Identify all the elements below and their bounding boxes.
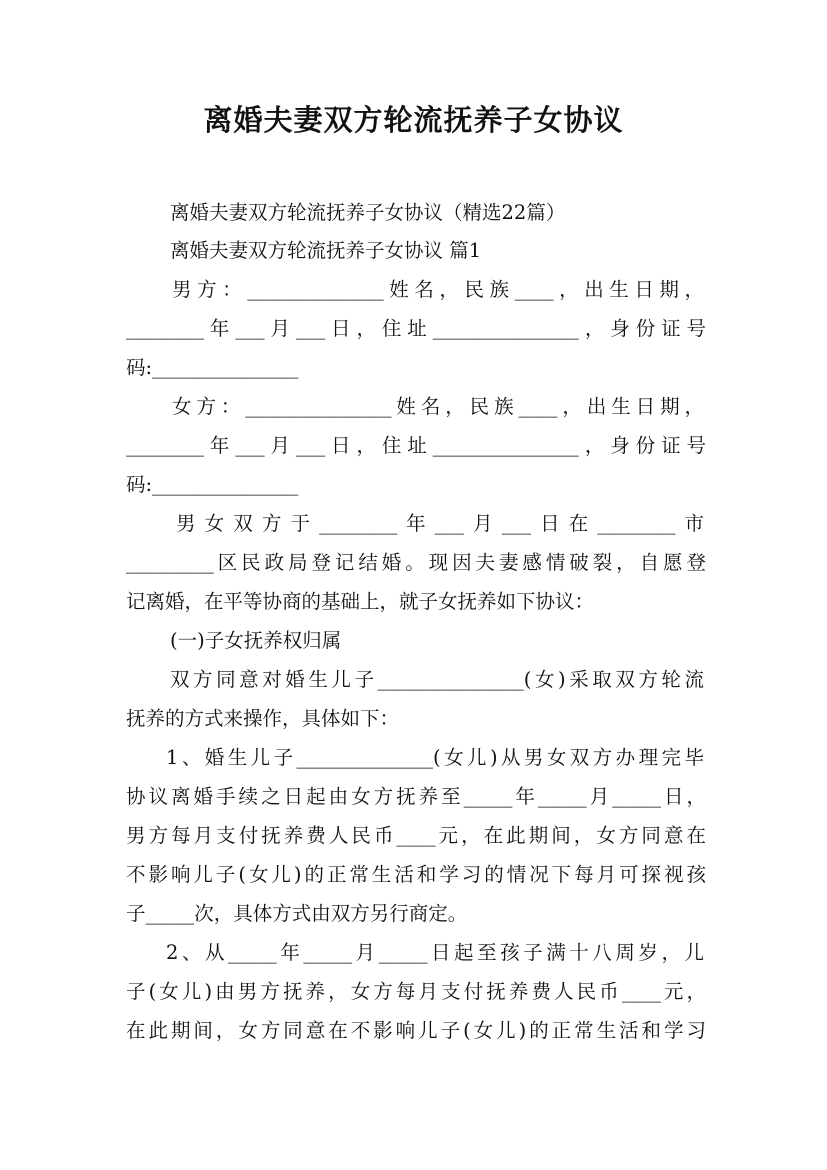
marriage-registration-line-3: 记离婚，在平等协商的基础上，就子女抚养如下协议： <box>126 590 595 613</box>
marriage-registration-line-1: 男女双方于________年___月___日在________市 <box>176 512 704 535</box>
clause-2-line-3: 在此期间，女方同意在不影响儿子(女儿)的正常生活和学习 <box>126 1019 706 1042</box>
male-party-line-1: 男方：______________姓名，民族____，出生日期， <box>172 278 704 301</box>
custody-section-heading: (一)子女抚养权归属 <box>170 629 342 652</box>
clause-1-line-2: 协议离婚手续之日起由女方抚养至_____年_____月_____日， <box>126 785 706 808</box>
female-party-line-2: ________年___月___日，住址_______________，身份证号 <box>126 434 706 457</box>
custody-intro-line-1: 双方同意对婚生儿子_______________(女)采取双方轮流 <box>170 668 704 691</box>
marriage-registration-line-2: _________区民政局登记结婚。现因夫妻感情破裂，自愿登 <box>126 551 706 574</box>
clause-1-line-4: 不影响儿子(女儿)的正常生活和学习的情况下每月可探视孩 <box>126 863 706 886</box>
clause-1-line-3: 男方每月支付抚养费人民币____元，在此期间，女方同意在 <box>126 824 706 847</box>
clause-1-line-5: 子_____次，具体方式由双方另行商定。 <box>126 902 468 925</box>
document-title: 离婚夫妻双方轮流抚养子女协议 <box>203 103 624 137</box>
female-party-line-1: 女方：_______________姓名，民族____，出生日期， <box>172 395 704 418</box>
clause-1-line-1: 1、婚生儿子______________(女儿)从男女双方办理完毕 <box>166 746 704 769</box>
clause-2-line-2: 子(女儿)由男方抚养，女方每月支付抚养费人民币____元， <box>126 980 706 1003</box>
section-heading: 离婚夫妻双方轮流抚养子女协议 篇1 <box>170 239 482 262</box>
male-party-line-3: 码:_______________ <box>126 356 299 379</box>
female-party-line-3: 码:_______________ <box>126 473 299 496</box>
male-party-line-2: ________年___月___日，住址_______________，身份证号 <box>126 317 706 340</box>
custody-intro-line-2: 抚养的方式来操作，具体如下： <box>126 707 400 730</box>
subtitle-line: 离婚夫妻双方轮流抚养子女协议（精选22篇） <box>170 201 566 224</box>
clause-2-line-1: 2、从_____年_____月_____日起至孩子满十八周岁，儿 <box>166 941 704 964</box>
